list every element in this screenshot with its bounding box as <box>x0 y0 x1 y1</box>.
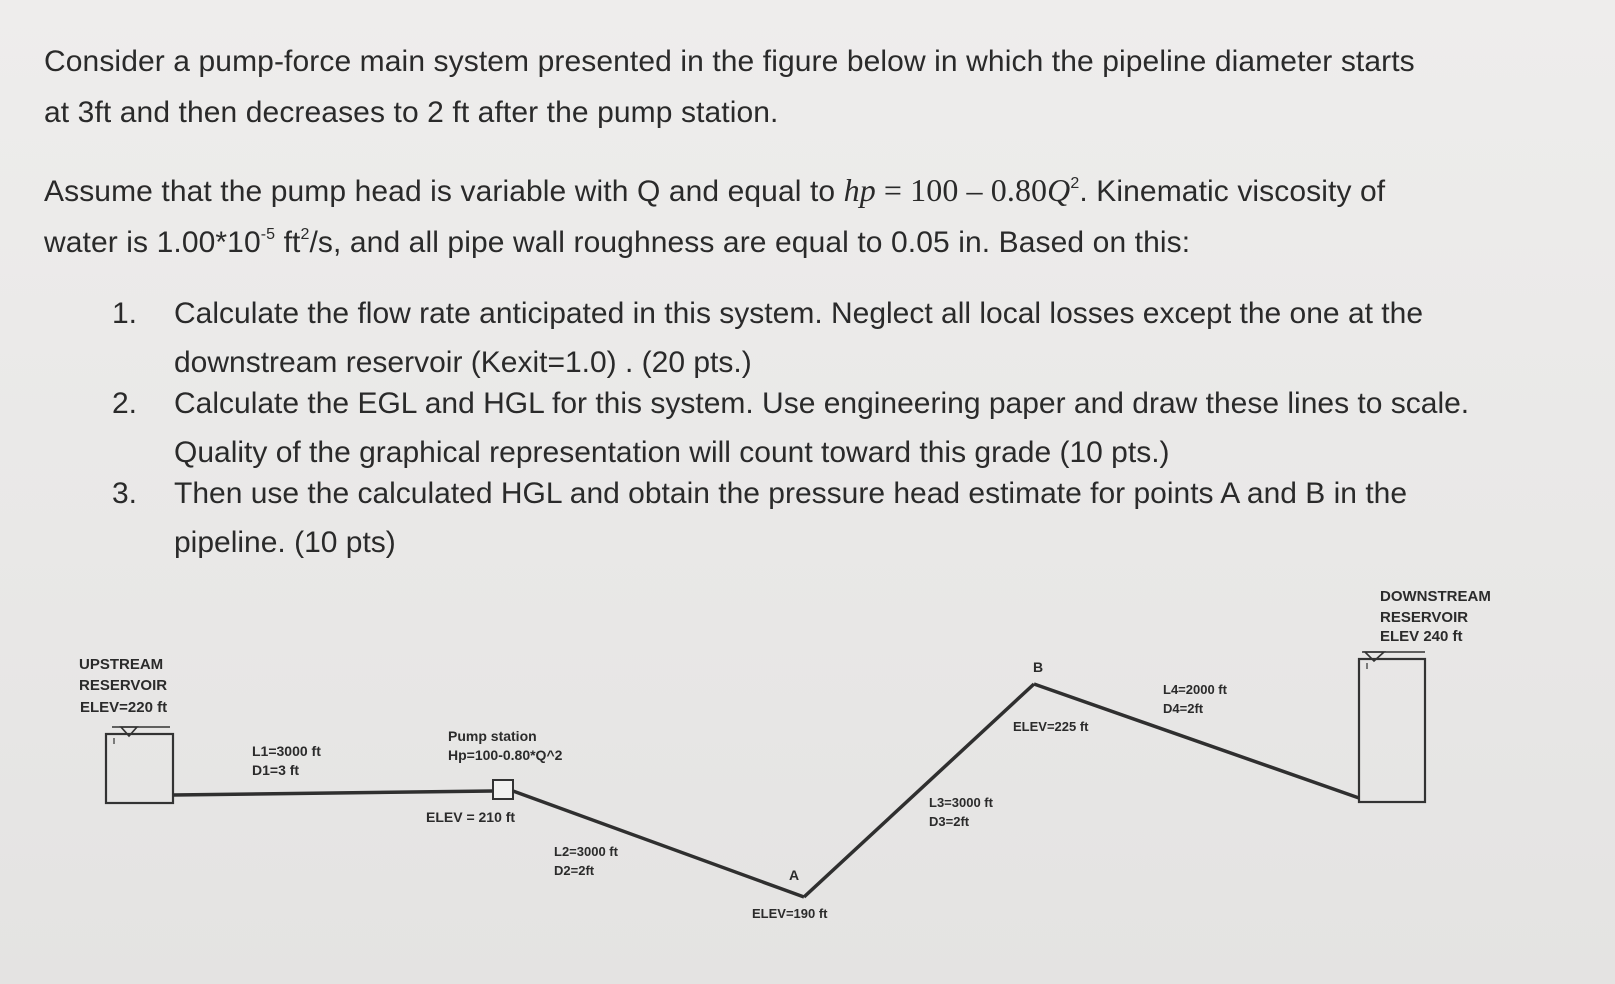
pipe-l3 <box>804 684 1034 897</box>
pipe1-diameter-label: D1=3 ft <box>252 762 300 778</box>
assumption-text: Assume that the pump head is variable with Q and equal to <box>44 175 844 208</box>
intro-line-1: Consider a pump-force main system presented in the figure below in which the pipeline diameter starts <box>44 45 1415 78</box>
point-a-label: A <box>789 867 800 883</box>
downstream-elev-label: ELEV 240 ft <box>1380 628 1463 645</box>
pipe-l1 <box>173 791 493 795</box>
downstream-label-1: DOWNSTREAM <box>1380 588 1491 605</box>
downstream-reservoir-tank <box>1359 659 1425 802</box>
question-text: downstream reservoir (Kexit=1.0) . (20 pts.) <box>174 346 752 379</box>
intro-line-2: at 3ft and then decreases to 2 ft after the pump station. <box>44 96 779 129</box>
pump-elev-label: ELEV = 210 ft <box>426 809 516 825</box>
question-text: Calculate the EGL and HGL for this system. Use engineering paper and draw these lines to scale. <box>174 387 1470 420</box>
pipe3-length-label: L3=3000 ft <box>929 795 993 810</box>
upstream-reservoir-tank <box>106 734 173 803</box>
question-text: Calculate the flow rate anticipated in this system. Neglect all local losses except the one at the <box>174 297 1423 330</box>
question-number: 2. <box>112 387 138 420</box>
upstream-elev-label: ELEV=220 ft <box>80 699 168 716</box>
upstream-label-1: UPSTREAM <box>79 656 164 673</box>
equation-variable-hp: hp <box>843 172 876 208</box>
downstream-label-2: RESERVOIR <box>1380 609 1469 626</box>
unit-exponent: 2 <box>300 226 310 243</box>
equation-body: = 100 – 0.80 <box>875 172 1048 208</box>
pump-station-icon <box>493 780 513 799</box>
pipe2-length-label: L2=3000 ft <box>554 844 618 859</box>
pipe4-length-label: L4=2000 ft <box>1163 682 1227 697</box>
question-text: Then use the calculated HGL and obtain the pressure head estimate for points A and B in the <box>174 477 1408 510</box>
pipe2-diameter-label: D2=2ft <box>554 863 595 878</box>
viscosity-value: water is 1.00*10 <box>44 226 261 259</box>
assumption-text-tail: . Kinematic viscosity of <box>1079 175 1386 208</box>
point-a-elev-label: ELEV=190 ft <box>752 906 828 921</box>
viscosity-unit: ft <box>275 226 301 259</box>
question-number: 1. <box>112 297 138 330</box>
point-b-elev-label: ELEV=225 ft <box>1013 719 1089 734</box>
pipe3-diameter-label: D3=2ft <box>929 814 970 829</box>
pump-head-label: Hp=100-0.80*Q^2 <box>448 747 563 763</box>
pipe1-length-label: L1=3000 ft <box>252 743 321 759</box>
question-text: Quality of the graphical representation will count toward this grade (10 pts.) <box>174 436 1170 469</box>
pump-station-label: Pump station <box>448 728 537 744</box>
assumption-text-end: /s, and all pipe wall roughness are equal to 0.05 in. Based on this: <box>309 226 1191 259</box>
question-number: 3. <box>112 477 138 510</box>
equation-variable-q: Q <box>1047 172 1071 208</box>
upstream-label-2: RESERVOIR <box>79 677 168 694</box>
question-text: pipeline. (10 pts) <box>174 526 396 559</box>
pipe4-diameter-label: D4=2ft <box>1163 701 1204 716</box>
viscosity-exponent: -5 <box>260 226 276 243</box>
equation-exponent: 2 <box>1070 175 1080 192</box>
point-b-label: B <box>1033 659 1044 675</box>
